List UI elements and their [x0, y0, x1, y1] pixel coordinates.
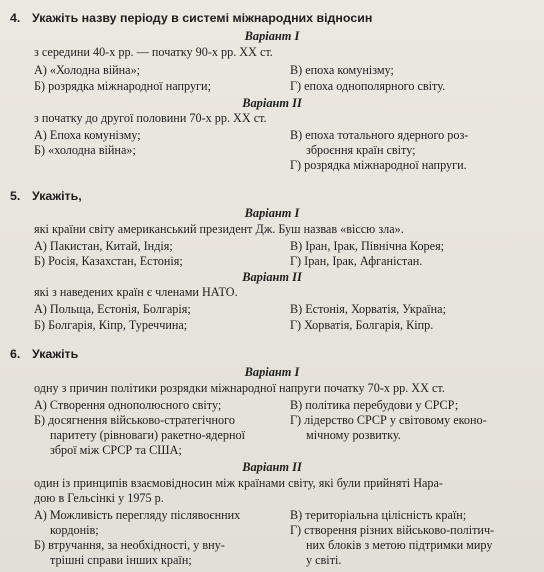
- option-a-continuation: кордонів;: [50, 523, 99, 537]
- option-g: Г) епоха однополярного світу.: [290, 79, 446, 93]
- variant-title: Варіант ІІ: [242, 270, 302, 284]
- question-4-heading: [10, 11, 372, 25]
- option-g: Г) Іран, Ірак, Афганістан.: [290, 254, 423, 268]
- option-g: Г) розрядка міжнародної напруги.: [290, 158, 467, 172]
- variant-statement: які країни світу американський президент Дж. Буш назвав «віссю зла».: [34, 222, 404, 236]
- option-g: Г) створення різних військово-політич-: [290, 523, 495, 537]
- option-b: Б) «холодна війна»;: [34, 143, 136, 157]
- option-b: Б) Росія, Казахстан, Естонія;: [34, 254, 183, 268]
- option-v: В) політика перебудови у СРСР;: [290, 398, 459, 412]
- question-5-heading: [10, 189, 82, 203]
- variant-title: Варіант І: [244, 365, 300, 379]
- variant-title: Варіант І: [244, 29, 300, 43]
- option-g-continuation: них блоків з метою підтримки миру: [306, 538, 493, 552]
- option-b: Б) розрядка міжнародної напруги;: [34, 79, 211, 93]
- question-prompt: Укажіть назву періоду в системі міжнародних відносин: [32, 11, 373, 25]
- variant-statement: один із принципів взаємовідносин між країнами світу, які були прийняті Нара-: [34, 476, 443, 490]
- option-b: Б) Болгарія, Кіпр, Туреччина;: [34, 318, 188, 332]
- option-g: Г) лідерство СРСР у світовому еконо-: [290, 413, 487, 427]
- option-b-continuation: паритету (рівноваги) ракетно-ядерної: [50, 428, 245, 442]
- variant-title: Варіант ІІ: [242, 460, 302, 474]
- option-a: А) Пакистан, Китай, Індія;: [34, 239, 173, 253]
- variant-statement: одну з причин політики розрядки міжнародної напруги початку 70-х рр. ХХ ст.: [34, 381, 445, 395]
- option-a: А) Епоха комунізму;: [34, 128, 141, 142]
- option-a: А) Польща, Естонія, Болгарія;: [34, 302, 191, 316]
- option-a: А) «Холодна війна»;: [34, 63, 141, 77]
- question-6-heading: [10, 347, 78, 361]
- variant-statement: які з наведених країн є членами НАТО.: [34, 285, 238, 299]
- variant-statement-continuation: дою в Гельсінкі у 1975 р.: [34, 491, 164, 505]
- variant-title: Варіант ІІ: [242, 96, 302, 110]
- question-number: 6.: [10, 347, 21, 361]
- option-g-continuation: мічному розвитку.: [306, 428, 401, 442]
- option-v: В) Естонія, Хорватія, Україна;: [290, 302, 446, 316]
- option-b-continuation: трішні справи інших країн;: [50, 553, 192, 567]
- question-prompt: Укажіть,: [32, 189, 82, 203]
- option-g: Г) Хорватія, Болгарія, Кіпр.: [290, 318, 434, 332]
- option-b-continuation: зброї між СРСР та США;: [50, 443, 182, 457]
- question-number: 5.: [10, 189, 21, 203]
- question-number: 4.: [10, 11, 21, 25]
- option-v-continuation: зброєння країн світу;: [306, 143, 416, 157]
- option-v: В) Іран, Ірак, Північна Корея;: [290, 239, 445, 253]
- option-v: В) епоха тотального ядерного роз-: [290, 128, 469, 142]
- variant-statement: з початку до другої половини 70-х рр. ХХ ст.: [34, 111, 267, 125]
- question-prompt: Укажіть: [32, 347, 79, 361]
- option-v: В) епоха комунізму;: [290, 63, 394, 77]
- variant-title: Варіант І: [244, 206, 300, 220]
- option-b: Б) втручання, за необхідності, у вну-: [34, 538, 225, 552]
- option-a: А) Створення однополюсного світу;: [34, 398, 222, 412]
- option-g-continuation: у світі.: [306, 553, 342, 567]
- variant-statement: з середини 40-х рр. — початку 90-х рр. ХХ ст.: [34, 45, 273, 59]
- option-a: А) Можливість перегляду післявоєнних: [34, 508, 241, 522]
- option-v: В) територіальна цілісність країн;: [290, 508, 467, 522]
- option-b: Б) досягнення військово-стратегічного: [34, 413, 235, 427]
